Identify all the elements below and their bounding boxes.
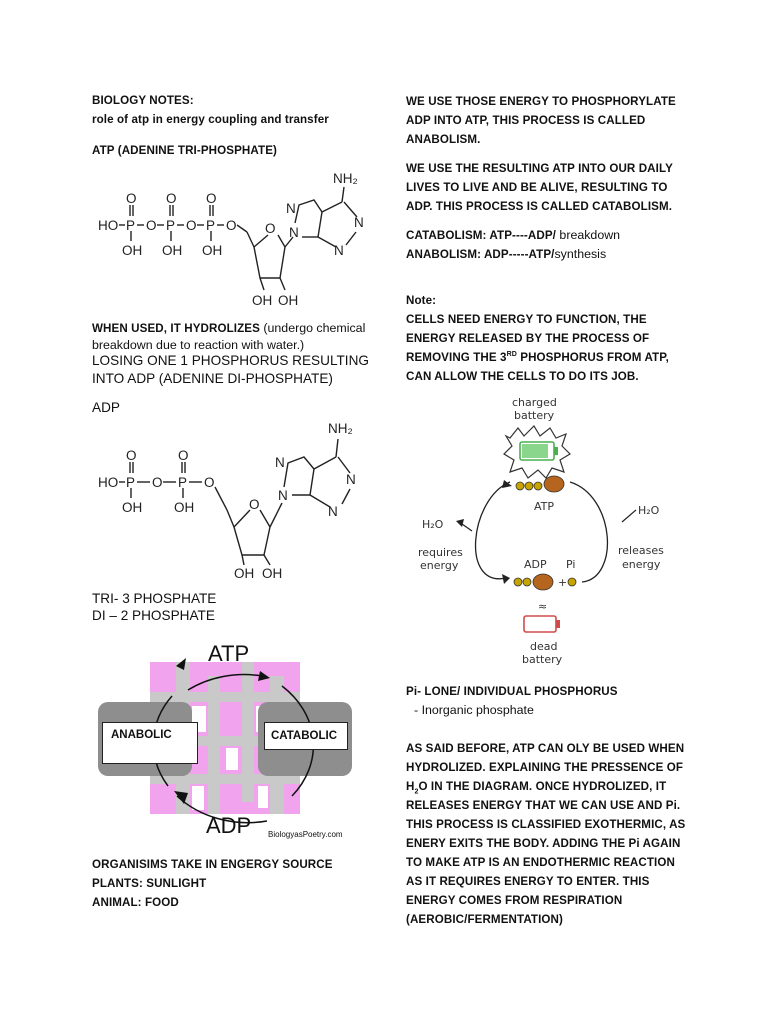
losing-line2: INTO ADP (ADENINE DI-PHOSPHATE) [92,371,333,386]
atp-p2-label: P [166,218,176,233]
note-title: Note: [406,294,437,307]
pi-definition: Pi- LONE/ INDIVIDUAL PHOSPHORUS [406,685,618,698]
di-phosphate-line: DI – 2 PHOSPHATE [92,608,215,623]
para2-line1: WE USE THE RESULTING ATP INTO OUR DAILY [406,162,673,175]
adp-o-bridge1: O [152,475,163,490]
atp-cycle-graphic [92,636,372,846]
atp-ho-label: HO [98,218,119,233]
plus-sign: + [558,576,568,589]
adp-oh1-label: OH [122,500,143,515]
anabolism-line [406,245,606,265]
anabolic-label: ANABOLIC [111,729,172,741]
para1-line3: ANABOLISM. [406,133,481,146]
charged-text-1: charged [512,396,557,409]
final-line2: HYDROLIZED. EXPLAINING THE PRESSENCE OF [406,761,684,774]
atp-structure-diagram [92,165,392,315]
atp-nh2-label: NH₂ [333,171,358,186]
losing-line1: LOSING ONE 1 PHOSPHORUS RESULTING [92,353,369,368]
h2o-left: H₂O [422,518,444,531]
notes-subheading: role of atp in energy coupling and transfer [92,113,329,126]
note-line3-b: PHOSPHORUS FROM ATP, [516,351,669,364]
adp-molecule [533,574,553,590]
adp-label: ADP [92,400,120,415]
note-line3 [406,349,669,368]
para2-line3: ADP. THIS PROCESS IS CALLED CATABOLISM. [406,200,673,213]
atp-p3-label: P [206,218,216,233]
atp-n3: N [334,243,344,258]
catabolism-line [406,226,620,246]
catabolism-bold: CATABOLISM: ATP----ADP/ [406,229,556,242]
adp-o-bridge2: O [204,475,215,490]
atp-o-bridge2: O [186,218,197,233]
organisms-line3: ANIMAL: FOOD [92,896,179,909]
adp-n1: N [346,472,356,487]
anabolic-box [102,722,198,764]
hand-drawn-atp-cycle [410,388,678,670]
anabolism-bold: ANABOLISM: ADP-----ATP/ [406,248,555,261]
organisms-line1: ORGANISIMS TAKE IN ENGERGY SOURCE [92,858,333,871]
atp-n9: N [289,225,299,240]
notes-heading: BIOLOGY NOTES: [92,94,194,107]
hand-pi-label: Pi [566,558,576,571]
h2o-right: H₂O [638,504,660,517]
hydrolizes-line2: breakdown due to reaction with water.) [92,338,305,352]
dead-text-2: battery [522,653,563,666]
adp-oh-ribose2: OH [262,566,283,581]
anabolism-rest: synthesis [554,247,607,261]
final-line8: AS IT REQUIRES ENERGY TO ENTER. THIS [406,875,650,888]
hand-atp-label: ATP [534,500,555,513]
final-line3 [406,778,666,797]
final-line3-rest: O IN THE DIAGRAM. ONCE HYDROLIZED, IT [418,780,667,793]
atp-o-bridge3: O [226,218,237,233]
adp-oh-ribose1: OH [234,566,255,581]
note-line2: ENERGY RELEASED BY THE PROCESS OF [406,332,650,345]
cycle-credit: BiologyasPoetry.com [268,830,343,839]
adp-n7: N [275,455,285,470]
adp-p1-label: P [126,475,136,490]
atp-oh2-label: OH [162,243,183,258]
releases-text-1: releases [618,544,664,557]
adp-n3: N [328,504,338,519]
atp-title: ATP (ADENINE TRI-PHOSPHATE) [92,144,277,157]
atp-o3-top: O [206,191,217,206]
atp-n7: N [286,201,296,216]
adp-ho-label: HO [98,475,119,490]
tri-phosphate-line: TRI- 3 PHOSPHATE [92,591,217,606]
atp-oh1-label: OH [122,243,143,258]
requires-text-1: requires [418,546,463,559]
requires-text-2: energy [420,559,459,572]
catabolic-label: CATABOLIC [271,730,338,742]
releases-text-2: energy [622,558,661,571]
note-line4: CAN ALLOW THE CELLS TO DO ITS JOB. [406,370,639,383]
hydrolizes-rest: (undergo chemical [259,321,366,335]
note-line1: CELLS NEED ENERGY TO FUNCTION, THE [406,313,647,326]
final-sub: 2 [414,788,419,796]
cycle-adp-label: ADP [206,813,252,838]
adp-oh2-label: OH [174,500,195,515]
final-line1: AS SAID BEFORE, ATP CAN OLY BE USED WHEN [406,742,685,755]
atp-oh-ribose1: OH [252,293,273,308]
pi-inorganic: - Inorganic phosphate [414,703,534,717]
atp-ring-o: O [265,221,276,236]
final-line9: ENERGY COMES FROM RESPIRATION [406,894,623,907]
adp-p2-label: P [178,475,188,490]
note-line3-sup: RD [506,351,517,359]
hydrolizes-line1 [92,320,365,339]
adp-structure-diagram [92,415,392,585]
adp-ring-o: O [249,497,260,512]
pi-molecule [568,578,576,586]
final-line4: RELEASES ENERGY THAT WE CAN USE AND Pi. [406,799,681,812]
atp-o1-top: O [126,191,137,206]
final-line5: THIS PROCESS IS CLASSIFIED EXOTHERMIC, AS [406,818,686,831]
adp-n9: N [278,488,288,503]
dead-battery [524,616,556,632]
dead-text-1: dead [530,640,558,653]
charged-text-2: battery [514,409,555,422]
final-h: H [406,780,415,793]
para1-line2: ADP INTO ATP, THIS PROCESS IS CALLED [406,114,646,127]
adp-o2-top: O [178,448,189,463]
atp-p1-label: P [126,218,136,233]
catabolism-rest: breakdown [555,228,621,242]
atp-n1: N [354,215,364,230]
atp-oh3-label: OH [202,243,223,258]
adp-o1-top: O [126,448,137,463]
para2-line2: LIVES TO LIVE AND BE ALIVE, RESULTING TO [406,181,668,194]
final-line10: (AEROBIC/FERMENTATION) [406,913,563,926]
atp-oh-ribose2: OH [278,293,299,308]
adp-nh2-label: NH₂ [328,421,353,436]
note-line3-a: REMOVING THE 3 [406,351,507,364]
final-line7: TO MAKE ATP IS AN ENDOTHERMIC REACTION [406,856,675,869]
catabolic-box [264,722,348,750]
para1-line1: WE USE THOSE ENERGY TO PHOSPHORYLATE [406,95,676,108]
hand-adp-label: ADP [524,558,547,571]
atp-o-bridge1: O [146,218,157,233]
final-line6: ENERY EXITS THE BODY. ADDING THE Pi AGAIN [406,837,681,850]
organisms-line2: PLANTS: SUNLIGHT [92,877,207,890]
atp-molecule [544,476,564,492]
atp-o2-top: O [166,191,177,206]
hydrolizes-bold: WHEN USED, IT HYDROLIZES [92,322,260,335]
hand-cycle-art [410,388,678,670]
dead-spark: ≈ [538,600,548,613]
cycle-atp-label: ATP [208,641,250,666]
